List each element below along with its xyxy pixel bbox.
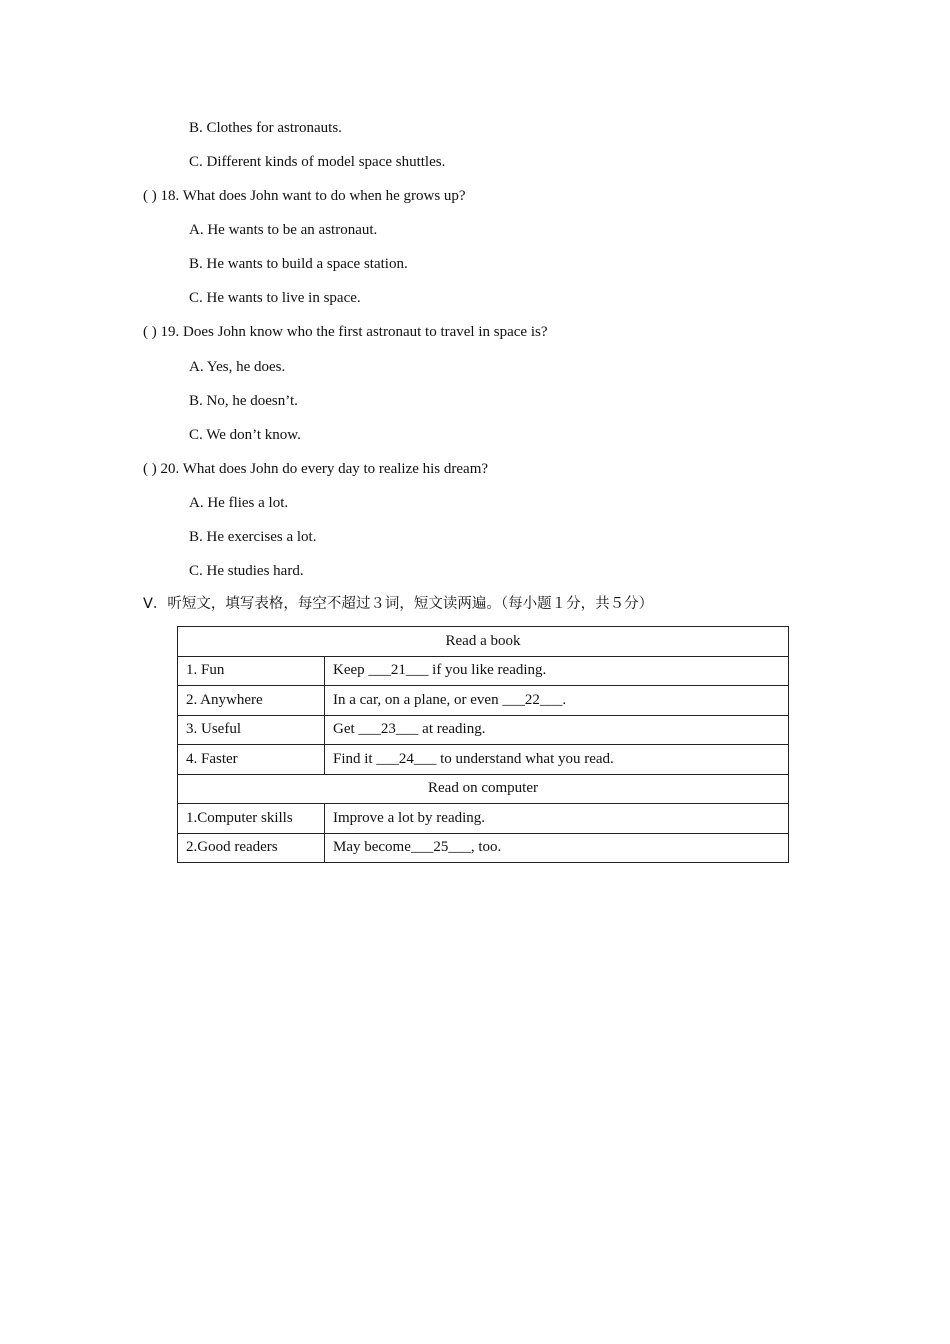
row-label: 2.Good readers: [178, 833, 325, 863]
q20-question: ( ) 20. What does John do every day to realize his dream?: [143, 461, 489, 477]
table-row: [178, 656, 789, 686]
row-text: In a car, on a plane, or even ___22___.: [325, 686, 789, 716]
q19-question: ( ) 19. Does John know who the first astronaut to travel in space is?: [143, 324, 548, 340]
section-5-title: Ⅴ．听短文，填写表格，每空不超过３词，短文读两遍。（每小题１分，共５分）: [143, 596, 654, 612]
q19-option-a: A. Yes, he does.: [189, 359, 286, 375]
table-header-row: [178, 774, 789, 804]
q17-option-c: C. Different kinds of model space shuttles.: [189, 154, 446, 170]
row-text: Get ___23___ at reading.: [325, 715, 789, 745]
row-label: 1. Fun: [178, 656, 325, 686]
table-header-read-a-book: Read a book: [178, 627, 789, 657]
q20-option-b: B. He exercises a lot.: [189, 529, 317, 545]
row-text: Improve a lot by reading.: [325, 804, 789, 834]
q18-question: ( ) 18. What does John want to do when he grows up?: [143, 188, 466, 204]
table-row: [178, 833, 789, 863]
q19-option-c: C. We don’t know.: [189, 427, 301, 443]
row-text: Keep ___21___ if you like reading.: [325, 656, 789, 686]
table-row: [178, 686, 789, 716]
listening-table: [177, 626, 789, 863]
table-header-row: [178, 627, 789, 657]
row-label: 2. Anywhere: [178, 686, 325, 716]
table-row: [178, 715, 789, 745]
row-label: 4. Faster: [178, 745, 325, 775]
q20-option-a: A. He flies a lot.: [189, 495, 289, 511]
q18-option-b: B. He wants to build a space station.: [189, 256, 408, 272]
table-header-read-on-computer: Read on computer: [178, 774, 789, 804]
q19-option-b: B. No, he doesn’t.: [189, 393, 298, 409]
row-text: Find it ___24___ to understand what you read.: [325, 745, 789, 775]
q18-option-c: C. He wants to live in space.: [189, 290, 361, 306]
table-row: [178, 745, 789, 775]
q18-option-a: A. He wants to be an astronaut.: [189, 222, 378, 238]
row-label: 1.Computer skills: [178, 804, 325, 834]
table-row: [178, 804, 789, 834]
q17-option-b: B. Clothes for astronauts.: [189, 120, 342, 136]
row-label: 3. Useful: [178, 715, 325, 745]
q20-option-c: C. He studies hard.: [189, 563, 304, 579]
row-text: May become___25___, too.: [325, 833, 789, 863]
